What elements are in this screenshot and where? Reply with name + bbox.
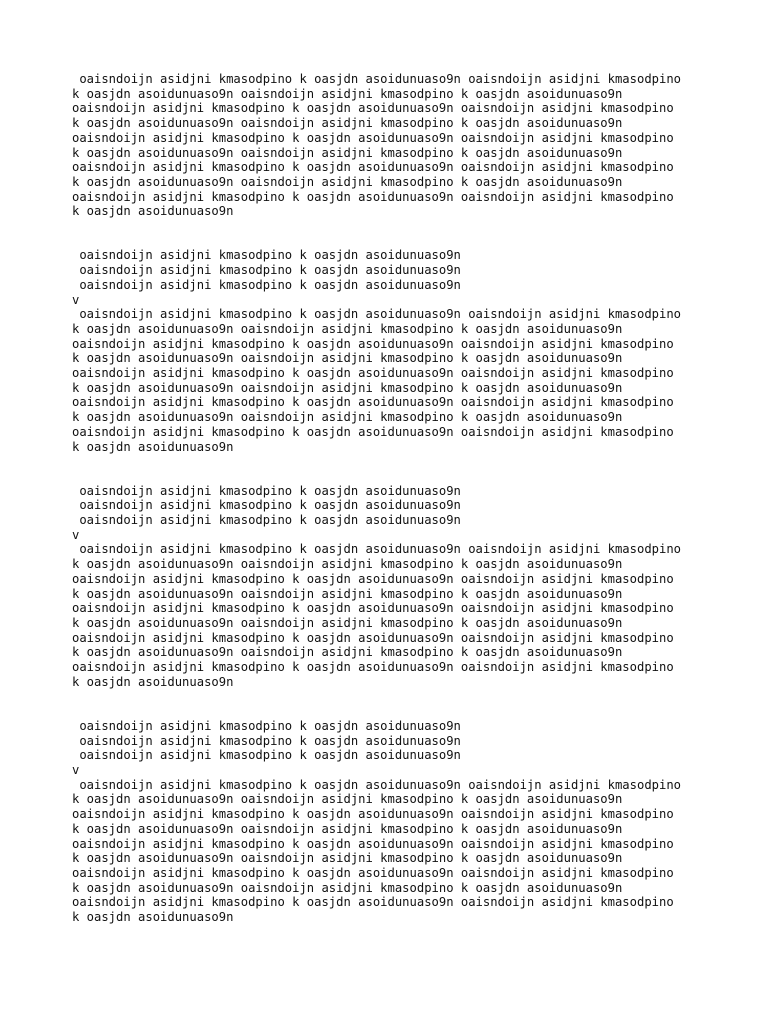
text-line: oaisndoijn asidjni kmasodpino k oasjdn asoidunuaso9n oaisndoijn asidjni kmasodpino bbox=[72, 865, 674, 880]
text-line: oaisndoijn asidjni kmasodpino k oasjdn asoidunuaso9n oaisndoijn asidjni kmasodpino bbox=[72, 807, 674, 822]
text-line: oaisndoijn asidjni kmasodpino k oasjdn asoidunuaso9n oaisndoijn asidjni kmasodpino bbox=[72, 424, 674, 439]
paragraph-4 bbox=[72, 719, 712, 925]
text-line: k oasjdn asoidunuaso9n bbox=[72, 439, 234, 454]
text-line: oaisndoijn asidjni kmasodpino k oasjdn asoidunuaso9n oaisndoijn asidjni kmasodpino bbox=[72, 160, 674, 175]
text-line: oaisndoijn asidjni kmasodpino k oasjdn asoidunuaso9n bbox=[72, 748, 461, 763]
text-line: k oasjdn asoidunuaso9n oaisndoijn asidjni kmasodpino k oasjdn asoidunuaso9n bbox=[72, 880, 623, 895]
text-line: oaisndoijn asidjni kmasodpino k oasjdn asoidunuaso9n oaisndoijn asidjni kmasodpino bbox=[72, 542, 682, 557]
text-line: k oasjdn asoidunuaso9n bbox=[72, 910, 234, 925]
paragraph-2 bbox=[72, 248, 712, 454]
text-line: oaisndoijn asidjni kmasodpino k oasjdn asoidunuaso9n oaisndoijn asidjni kmasodpino bbox=[72, 601, 674, 616]
text-line: v bbox=[72, 527, 80, 542]
text-line: oaisndoijn asidjni kmasodpino k oasjdn asoidunuaso9n oaisndoijn asidjni kmasodpino bbox=[72, 130, 674, 145]
text-line: k oasjdn asoidunuaso9n oaisndoijn asidjni kmasodpino k oasjdn asoidunuaso9n bbox=[72, 145, 623, 160]
text-line: v bbox=[72, 763, 80, 777]
text-line: k oasjdn asoidunuaso9n oaisndoijn asidjni kmasodpino k oasjdn asoidunuaso9n bbox=[72, 321, 623, 336]
text-line: oaisndoijn asidjni kmasodpino k oasjdn asoidunuaso9n oaisndoijn asidjni kmasodpino bbox=[72, 336, 674, 351]
text-line: k oasjdn asoidunuaso9n oaisndoijn asidjni kmasodpino k oasjdn asoidunuaso9n bbox=[72, 557, 623, 572]
text-line: k oasjdn asoidunuaso9n oaisndoijn asidjni kmasodpino k oasjdn asoidunuaso9n bbox=[72, 351, 623, 366]
paragraph-gap bbox=[72, 690, 712, 719]
text-line: k oasjdn asoidunuaso9n oaisndoijn asidjni kmasodpino k oasjdn asoidunuaso9n bbox=[72, 380, 623, 395]
text-line: oaisndoijn asidjni kmasodpino k oasjdn asoidunuaso9n oaisndoijn asidjni kmasodpino bbox=[72, 630, 674, 645]
document-page bbox=[72, 72, 712, 925]
text-line: k oasjdn asoidunuaso9n oaisndoijn asidjni kmasodpino k oasjdn asoidunuaso9n bbox=[72, 645, 623, 660]
text-line: k oasjdn asoidunuaso9n oaisndoijn asidjni kmasodpino k oasjdn asoidunuaso9n bbox=[72, 615, 623, 630]
text-line: oaisndoijn asidjni kmasodpino k oasjdn asoidunuaso9n bbox=[72, 483, 461, 498]
text-line: oaisndoijn asidjni kmasodpino k oasjdn asoidunuaso9n oaisndoijn asidjni kmasodpino bbox=[72, 101, 674, 116]
text-line: oaisndoijn asidjni kmasodpino k oasjdn asoidunuaso9n bbox=[72, 733, 461, 748]
paragraph-3 bbox=[72, 484, 712, 690]
text-line: oaisndoijn asidjni kmasodpino k oasjdn asoidunuaso9n oaisndoijn asidjni kmasodpino bbox=[72, 895, 674, 910]
paragraph-gap bbox=[72, 454, 712, 483]
text-line: oaisndoijn asidjni kmasodpino k oasjdn asoidunuaso9n oaisndoijn asidjni kmasodpino bbox=[72, 571, 674, 586]
text-line: oaisndoijn asidjni kmasodpino k oasjdn asoidunuaso9n bbox=[72, 498, 461, 513]
text-line: k oasjdn asoidunuaso9n oaisndoijn asidjni kmasodpino k oasjdn asoidunuaso9n bbox=[72, 851, 623, 866]
text-line: oaisndoijn asidjni kmasodpino k oasjdn asoidunuaso9n oaisndoijn asidjni kmasodpino bbox=[72, 72, 682, 86]
text-line: k oasjdn asoidunuaso9n bbox=[72, 204, 234, 219]
text-line: k oasjdn asoidunuaso9n oaisndoijn asidjni kmasodpino k oasjdn asoidunuaso9n bbox=[72, 792, 623, 807]
text-line: oaisndoijn asidjni kmasodpino k oasjdn asoidunuaso9n oaisndoijn asidjni kmasodpino bbox=[72, 366, 674, 381]
paragraph-1 bbox=[72, 72, 712, 219]
text-line: k oasjdn asoidunuaso9n oaisndoijn asidjni kmasodpino k oasjdn asoidunuaso9n bbox=[72, 821, 623, 836]
text-line: oaisndoijn asidjni kmasodpino k oasjdn asoidunuaso9n bbox=[72, 248, 461, 263]
text-line: oaisndoijn asidjni kmasodpino k oasjdn asoidunuaso9n oaisndoijn asidjni kmasodpino bbox=[72, 660, 674, 675]
text-line: oaisndoijn asidjni kmasodpino k oasjdn asoidunuaso9n bbox=[72, 718, 461, 733]
text-line: k oasjdn asoidunuaso9n oaisndoijn asidjni kmasodpino k oasjdn asoidunuaso9n bbox=[72, 86, 623, 101]
text-line: k oasjdn asoidunuaso9n oaisndoijn asidjni kmasodpino k oasjdn asoidunuaso9n bbox=[72, 174, 623, 189]
text-line: oaisndoijn asidjni kmasodpino k oasjdn asoidunuaso9n oaisndoijn asidjni kmasodpino bbox=[72, 777, 682, 792]
text-line: oaisndoijn asidjni kmasodpino k oasjdn asoidunuaso9n oaisndoijn asidjni kmasodpino bbox=[72, 307, 682, 322]
text-line: oaisndoijn asidjni kmasodpino k oasjdn asoidunuaso9n oaisndoijn asidjni kmasodpino bbox=[72, 395, 674, 410]
text-line: k oasjdn asoidunuaso9n oaisndoijn asidjni kmasodpino k oasjdn asoidunuaso9n bbox=[72, 116, 623, 131]
text-line: v bbox=[72, 292, 80, 307]
text-line: oaisndoijn asidjni kmasodpino k oasjdn asoidunuaso9n bbox=[72, 263, 461, 278]
paragraph-gap bbox=[72, 219, 712, 248]
text-line: k oasjdn asoidunuaso9n oaisndoijn asidjni kmasodpino k oasjdn asoidunuaso9n bbox=[72, 410, 623, 425]
text-line: k oasjdn asoidunuaso9n oaisndoijn asidjni kmasodpino k oasjdn asoidunuaso9n bbox=[72, 586, 623, 601]
text-line: oaisndoijn asidjni kmasodpino k oasjdn asoidunuaso9n oaisndoijn asidjni kmasodpino bbox=[72, 189, 674, 204]
text-line: k oasjdn asoidunuaso9n bbox=[72, 674, 234, 689]
text-line: oaisndoijn asidjni kmasodpino k oasjdn asoidunuaso9n bbox=[72, 277, 461, 292]
text-line: oaisndoijn asidjni kmasodpino k oasjdn asoidunuaso9n oaisndoijn asidjni kmasodpino bbox=[72, 836, 674, 851]
text-line: oaisndoijn asidjni kmasodpino k oasjdn asoidunuaso9n bbox=[72, 513, 461, 528]
